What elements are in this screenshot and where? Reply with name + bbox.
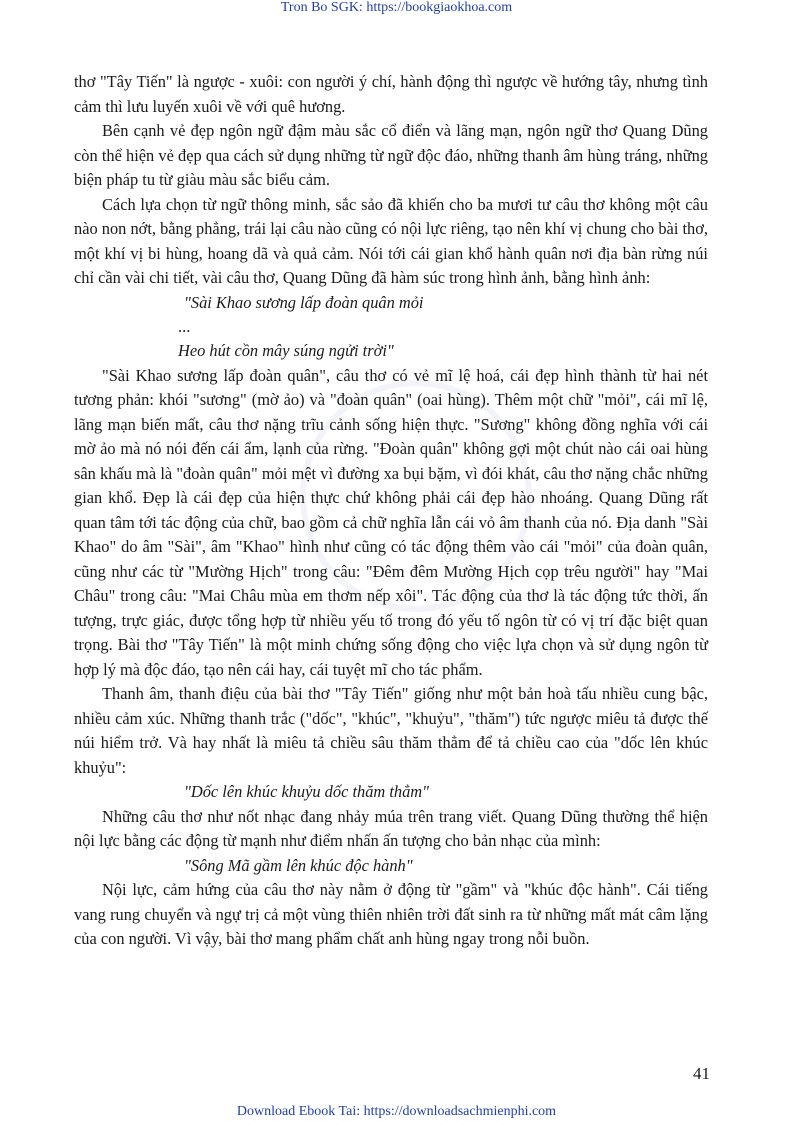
- verse-quote-3: "Dốc lên khúc khuỷu dốc thăm thẳm": [184, 782, 429, 801]
- verse-ellipsis: ...: [178, 317, 191, 336]
- paragraph-7: Nội lực, cảm hứng của câu thơ này nằm ở động từ "gầm" và "khúc độc hành". Cái tiếng vang rung chuyển và ngự trị cả một vùng thiên nhiên trời đất sinh ra từ những mất mát câm lặng của con người. Vì vậy, bài thơ mang phẩm chất anh hùng ngay trong nỗi buồn.: [74, 880, 708, 948]
- verse-quote-2: Heo hút cồn mây súng ngửi trời": [178, 341, 394, 360]
- paragraph-3: Cách lựa chọn từ ngữ thông minh, sắc sảo đã khiến cho ba mươi tư câu thơ không một câu nào non nớt, bằng phẳng, trái lại câu nào cũng có nội lực riêng, tạo nên khí vị chung cho bài thơ, một khí vị bi hùng, hoang dã và quả cảm. Nói tới cái gian khổ hành quân nơi địa bàn rừng núi chỉ cần vài chi tiết, vài câu thơ, Quang Dũng đã hàm súc trong hình ảnh, bằng hình ảnh:: [74, 194, 708, 287]
- header-source-link[interactable]: Tron Bo SGK: https://bookgiaokhoa.com: [280, 0, 513, 15]
- footer-download-link[interactable]: Download Ebook Tai: https://downloadsachmienphi.com: [236, 1104, 557, 1119]
- verse-quote-1: "Sài Khao sương lấp đoàn quân mỏi: [184, 292, 424, 312]
- page-body: [74, 70, 708, 952]
- paragraph-2: Bên cạnh vẻ đẹp ngôn ngữ đậm màu sắc cổ điển và lãng mạn, ngôn ngữ thơ Quang Dũng còn thể hiện vẻ đẹp qua cách sử dụng những từ ngữ độc đáo, những thanh âm hùng tráng, những biện pháp tu từ giàu màu sắc biểu cảm.: [74, 121, 708, 189]
- paragraph-4: "Sài Khao sương lấp đoàn quân", câu thơ có vẻ mĩ lệ hoá, cái đẹp hình thành từ hai nét tương phản: khói "sương" (mờ ảo) và "đoàn quân" (oai hùng). Thêm một chữ "mỏi", cái mĩ lệ, lãng mạn biến mất, câu thơ nặng trĩu cảnh sống hiện thực. "Sương" không đồng nghĩa với cái mờ ảo mà nó nói đến cái ẩm, lạnh của rừng. "Đoàn quân" không gợi một chút nào cái oai hùng sân khấu mà là "đoàn quân" mỏi mệt vì đường xa bụi bặm, vì đói khát, câu thơ nặng chắc những gian khổ. Đẹp là cái đẹp của hiện thực chứ không phải cái đẹp hào nhoáng. Quang Dũng rất quan tâm tới tác động của chữ, bao gồm cả chữ nghĩa lẫn cái vỏ âm thanh của nó. Địa danh "Sài Khao" do âm "Sài", âm "Khao" hình như cũng có tác động thêm vào cái "mỏi" của đoàn quân, cũng như các từ "Mường Hịch" trong câu: "Đêm đêm Mường Hịch cọp trêu người" hay "Mai Châu" trong câu: "Mai Châu mùa em thơm nếp xôi". Tác động của thơ là tác động tức thời, ấn tượng, trực giác, được tổng hợp từ nhiều yếu tố trong đó yếu tố ngôn từ có vị trí đặc biệt quan trọng. Bài thơ "Tây Tiến" là một minh chứng sống động cho việc lựa chọn và sử dụng ngôn từ hợp lý mà độc đáo, tạo nên cái hay, cái tuyệt mĩ cho tác phẩm.: [74, 365, 708, 679]
- paragraph-5: Thanh âm, thanh điệu của bài thơ "Tây Tiến" giống như một bản hoà tấu nhiều cung bậc, nhiều cảm xúc. Những thanh trắc ("dốc", "khúc", "khuỷu", "thăm") tức ngược miêu tả được thế núi hiểm trở. Và hay nhất là miêu tả chiều sâu thăm thẳm để tả chiều cao của "dốc lên khúc khuỷu":: [74, 684, 708, 777]
- verse-quote-4: "Sông Mã gầm lên khúc độc hành": [184, 855, 413, 875]
- paragraph-1: thơ "Tây Tiến" là ngược - xuôi: con người ý chí, hành động thì ngược về hướng tây, nhưng tình cảm thì lưu luyến xuôi về với quê hương.: [74, 72, 708, 116]
- page-number: 41: [693, 1064, 710, 1083]
- paragraph-6: Những câu thơ như nốt nhạc đang nhảy múa trên trang viết. Quang Dũng thường thể hiện nội lực bằng các động từ mạnh như điểm nhấn ấn tượng cho bản nhạc của mình:: [74, 806, 708, 850]
